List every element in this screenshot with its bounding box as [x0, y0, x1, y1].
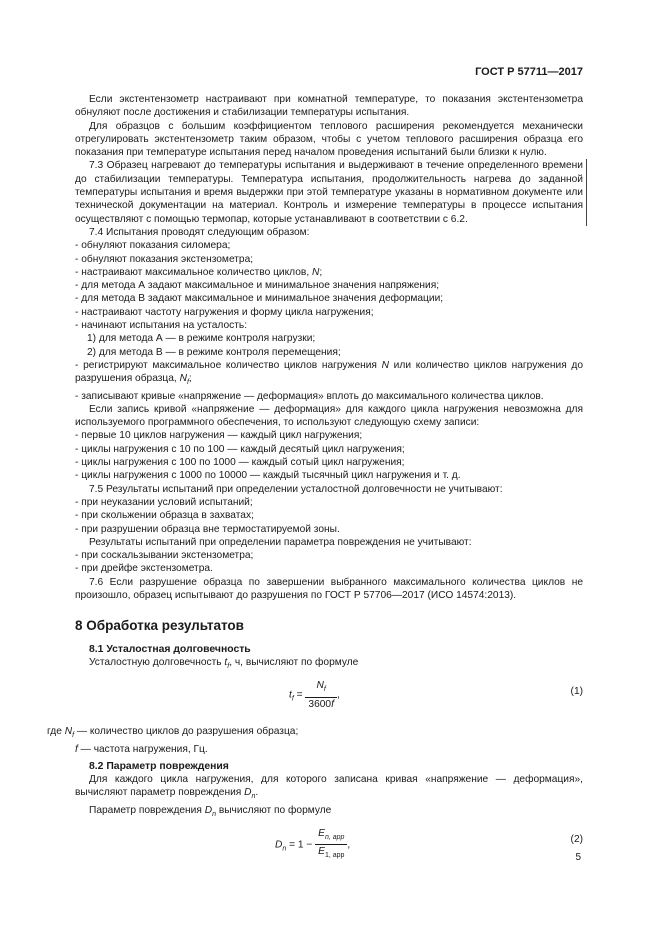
list-item: - циклы нагружения с 1000 по 10000 — каждый тысячный цикл нагружения и т. д. — [75, 470, 461, 482]
list-item: - настраивают частоту нагружения и форму цикла нагружения; — [75, 306, 374, 318]
list-item: - при неуказании условий испытаний; — [75, 496, 253, 508]
list-item: - при разрушении образца вне термостатируемой зоны. — [75, 523, 340, 535]
paragraph: Если экстентензометр настраивают при комнатной температуре, то показания экстентензометра обнуляют после достижения и стабилизации температуры испытания. — [75, 94, 583, 119]
list-item: - циклы нагружения с 10 по 100 — каждый десятый цикл нагружения; — [75, 443, 405, 455]
clause-7-4: 7.4 Испытания проводят следующим образом: — [89, 226, 310, 238]
list-item: - при скольжении образца в захватах; — [75, 510, 254, 522]
standard-code-header: ГОСТ Р 57711—2017 — [475, 66, 583, 78]
list-item: - регистрируют максимальное количество циклов нагружения N или количество циклов нагружения до разрушения образца, $N_f$; — [75, 359, 584, 387]
paragraph: Если запись кривой «напряжение — деформация» для каждого цикла нагружения невозможна для используемого программного обеспечения, то используют следующую схему записи: — [75, 403, 583, 429]
paragraph: Результаты испытаний при определении параметра повреждения не учитывают: — [89, 536, 472, 548]
change-bar-block — [75, 159, 587, 225]
list-item: - для метода А задают максимальное и минимальное значения напряжения; — [75, 280, 440, 292]
list-item: - первые 10 циклов нагружения — каждый цикл нагружения; — [75, 430, 363, 442]
paragraph: Параметр повреждения $D_n$ вычисляют по формуле — [89, 804, 332, 818]
document-body — [47, 93, 584, 867]
list-item: - записывают кривые «напряжение — деформация» вплоть до максимального количества циклов. — [75, 390, 544, 402]
where-clause: где $N_f$ — количество циклов до разрушения образца; — [47, 726, 299, 740]
list-item: - циклы нагружения с 100 по 1000 — каждый сотый цикл нагружения; — [75, 457, 405, 469]
clause-7-6: 7.6 Если разрушение образца по завершении выбранного максимального количества циклов не произошло, образец испытывают до разрушения по ГОСТ Р 57706—2017 (ИСО 14574:2013). — [75, 576, 583, 602]
formula-1: $t_f$ = $\frac{N_f}{3600f}$ , (1) — [289, 680, 583, 710]
fraction: $\frac{N_f}{3600f}$ — [305, 679, 337, 711]
list-item: - обнуляют показания экстензометра; — [75, 253, 254, 265]
page-number: 5 — [575, 852, 581, 863]
paragraph: Усталостную долговечность $t_f$, ч, вычисляют по формуле — [89, 656, 359, 670]
subsection-8-2-heading: 8.2 Параметр повреждения — [89, 760, 229, 772]
list-item: - начинают испытания на усталость: — [75, 320, 248, 332]
clause-7-3: 7.3 Образец нагревают до температуры испытания и выдерживают в течение определенного времени до стабилизации температуры. Температура испытания, продолжительность нагрева до заданной температуры испытания и время выдержки при этой температуре указаны в нормативном документе или технической документации на материал. Контроль и измерение температуры в процессе испытания осуществляют с помощью термопар, которые устанавливают в соответствии с 6.2. — [75, 160, 583, 225]
formula-2: $D_n = 1$ − $\frac{E_{n, app}}{E_{1, app}}$ , (2) — [75, 827, 583, 867]
clause-7-5: 7.5 Результаты испытаний при определении усталостной долговечности не учитывают: — [89, 483, 503, 495]
formula-number: (1) — [570, 686, 583, 698]
sub-list-item: 2) для метода В — в режиме контроля перемещения; — [87, 346, 341, 358]
list-item: - при дрейфе экстензометра. — [75, 563, 213, 575]
where-clause: f — частота нагружения, Гц. — [75, 743, 208, 755]
list-item: - для метода В задают максимальное и минимальное значения деформации; — [75, 293, 444, 305]
list-item: - при соскальзывании экстензометра; — [75, 550, 254, 562]
list-item: - настраивают максимальное количество циклов, N; — [75, 266, 323, 278]
fraction: $\frac{E_{n, app}}{E_{1, app}}$ — [315, 827, 347, 863]
sub-list-item: 1) для метода А — в режиме контроля нагрузки; — [87, 333, 316, 345]
list-item: - обнуляют показания силомера; — [75, 240, 231, 252]
section-8-heading: 8 Обработка результатов — [75, 618, 244, 634]
paragraph: Для каждого цикла нагружения, для которого записана кривая «напряжение — деформация», вычисляют параметр повреждения $D_n$. — [75, 774, 583, 801]
formula-number: (2) — [570, 834, 583, 846]
paragraph: Для образцов с большим коэффициентом теплового расширения рекомендуется механически отрегулировать экстентензометр таким образом, чтобы с учетом теплового расширения образца его показания при температуре испытания перед началом проведения испытаний были близки к нулю. — [75, 120, 583, 159]
subsection-8-1-heading: 8.1 Усталостная долговечность — [89, 643, 251, 655]
